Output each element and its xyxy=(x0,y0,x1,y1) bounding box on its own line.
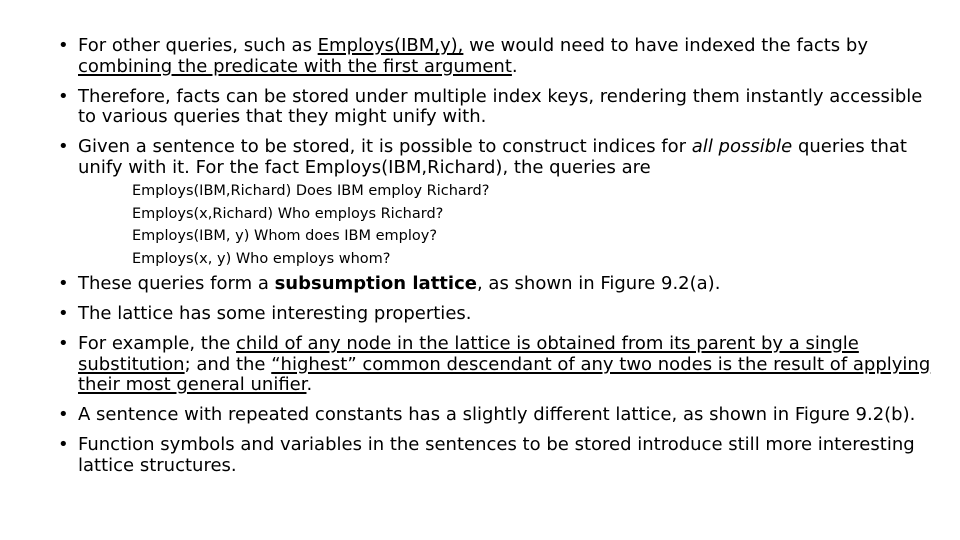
bullet-list-top xyxy=(58,36,938,188)
bullet-text-segment: . xyxy=(511,55,518,77)
bullet-item xyxy=(58,36,938,77)
bullet-item xyxy=(58,405,938,426)
bullet-item xyxy=(58,137,938,178)
bullet-text-segment: For other queries, such as xyxy=(78,35,318,56)
bullet-item xyxy=(58,274,938,295)
bullet-text-segment: “highest” common descendant of any two nodes is the result of applying their most general unifier xyxy=(78,353,931,395)
bullet-text-segment: , as shown in Figure 9.2(a). xyxy=(476,273,721,294)
bullet-item xyxy=(58,435,938,476)
bullet-text-segment: combining the predicate with the first argument xyxy=(78,55,512,77)
bullet-text-segment: . xyxy=(306,374,313,395)
bullet-text-segment: we would need to have indexed the facts by xyxy=(463,35,868,56)
bullet-dot: • xyxy=(58,434,69,455)
bullet-list-bottom xyxy=(58,274,938,486)
bullet-item xyxy=(58,334,938,396)
bullet-text-segment: Therefore, facts can be stored under multiple index keys, rendering them instantly accessible to various queries that they might unify with. xyxy=(78,85,923,127)
bullet-dot: • xyxy=(58,35,69,56)
bullet-text-segment: Function symbols and variables in the sentences to be stored introduce still more interesting lattice structures. xyxy=(78,434,915,476)
query-examples-list xyxy=(132,180,489,270)
query-example: Employs(x, y) Who employs whom? xyxy=(132,250,391,267)
query-example: Employs(IBM,Richard) Does IBM employ Richard? xyxy=(132,183,490,199)
bullet-text-segment: For example, the xyxy=(78,333,237,354)
bullet-dot: • xyxy=(58,273,69,294)
bullet-text-segment: Employs(IBM,y), xyxy=(317,35,464,56)
bullet-text-segment: queries that unify with it. For the fact Employs(IBM,Richard), the queries are xyxy=(78,136,907,178)
bullet-dot: • xyxy=(58,404,69,425)
bullet-text-segment: all possible xyxy=(691,136,793,157)
bullet-text-segment: ; and the xyxy=(184,353,272,375)
bullet-text-segment: The lattice has some interesting properties. xyxy=(78,303,472,324)
bullet-dot: • xyxy=(58,136,69,157)
bullet-text-segment: A sentence with repeated constants has a slightly different lattice, as shown in Figure 9.2(b). xyxy=(78,404,916,425)
bullet-text-segment: These queries form a xyxy=(78,273,275,294)
bullet-text-segment: subsumption lattice xyxy=(274,273,477,294)
bullet-text-segment: child of any node in the lattice is obtained from its parent by a single substitution xyxy=(78,333,859,375)
query-example: Employs(IBM, y) Whom does IBM employ? xyxy=(132,228,438,244)
bullet-item xyxy=(58,87,938,128)
bullet-dot: • xyxy=(58,333,69,354)
bullet-dot: • xyxy=(58,85,69,107)
bullet-item xyxy=(58,304,938,325)
bullet-text-segment: Given a sentence to be stored, it is possible to construct indices for xyxy=(78,136,692,157)
query-example: Employs(x,Richard) Who employs Richard? xyxy=(132,205,444,222)
bullet-dot: • xyxy=(58,303,69,324)
